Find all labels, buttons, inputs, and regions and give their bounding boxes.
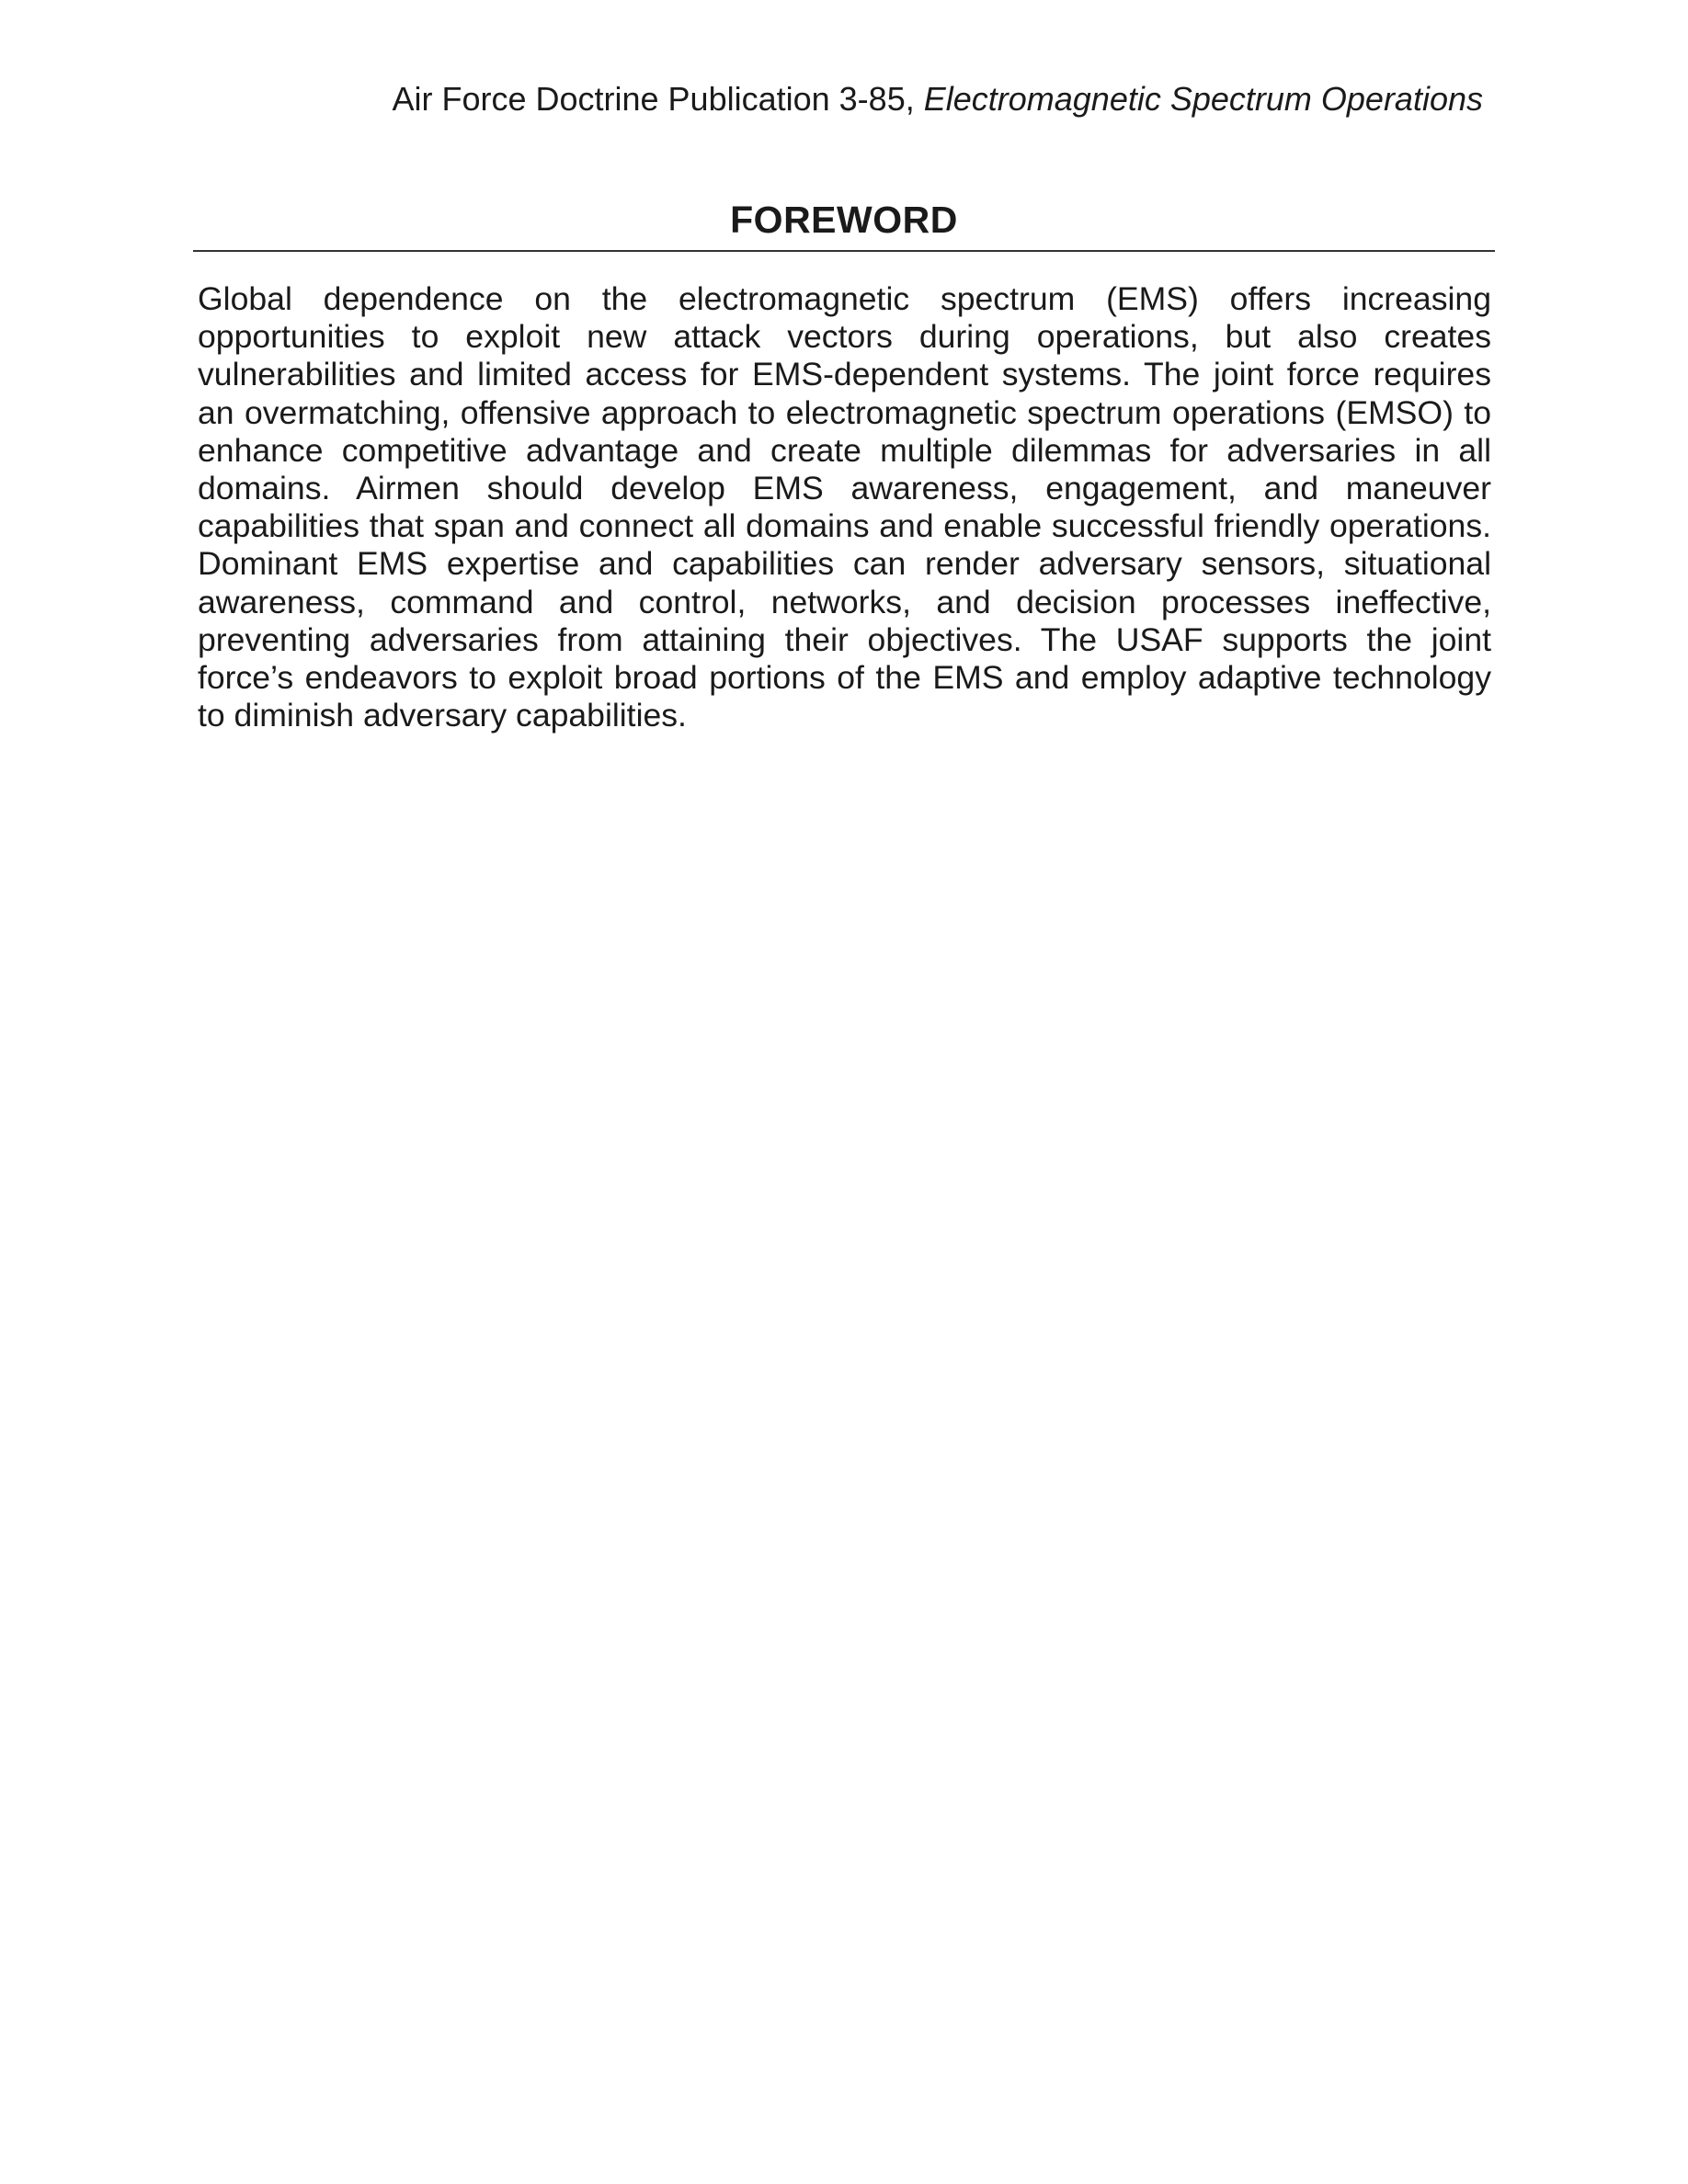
foreword-heading: FOREWORD	[730, 199, 958, 241]
publication-title: Electromagnetic Spectrum Operations	[923, 80, 1483, 118]
running-header	[392, 79, 1483, 119]
heading-divider	[193, 250, 1495, 252]
foreword-paragraph: Global dependence on the electromagnetic spectrum (EMS) offers increasing opportunities to exploit new attack vectors during operations, but also creates vulnerabilities and limited access for EMS-dependent systems. The joint force requires an overmatching, offensive approach to electromagnetic spectrum operations (EMSO) to enhance competitive advantage and create multiple dilemmas for adversaries in all domains. Airmen should develop EMS awareness, engagement, and maneuver capabilities that span and connect all domains and enable successful friendly operations. Dominant EMS expertise and capabilities can render adversary sensors, situational awareness, command and control, networks, and decision processes ineffective, preventing adversaries from attaining their objectives. The USAF supports the joint force’s endeavors to exploit broad portions of the EMS and employ adaptive technology to diminish adversary capabilities.	[198, 280, 1491, 734]
publication-label: Air Force Doctrine Publication 3-85,	[392, 80, 924, 118]
